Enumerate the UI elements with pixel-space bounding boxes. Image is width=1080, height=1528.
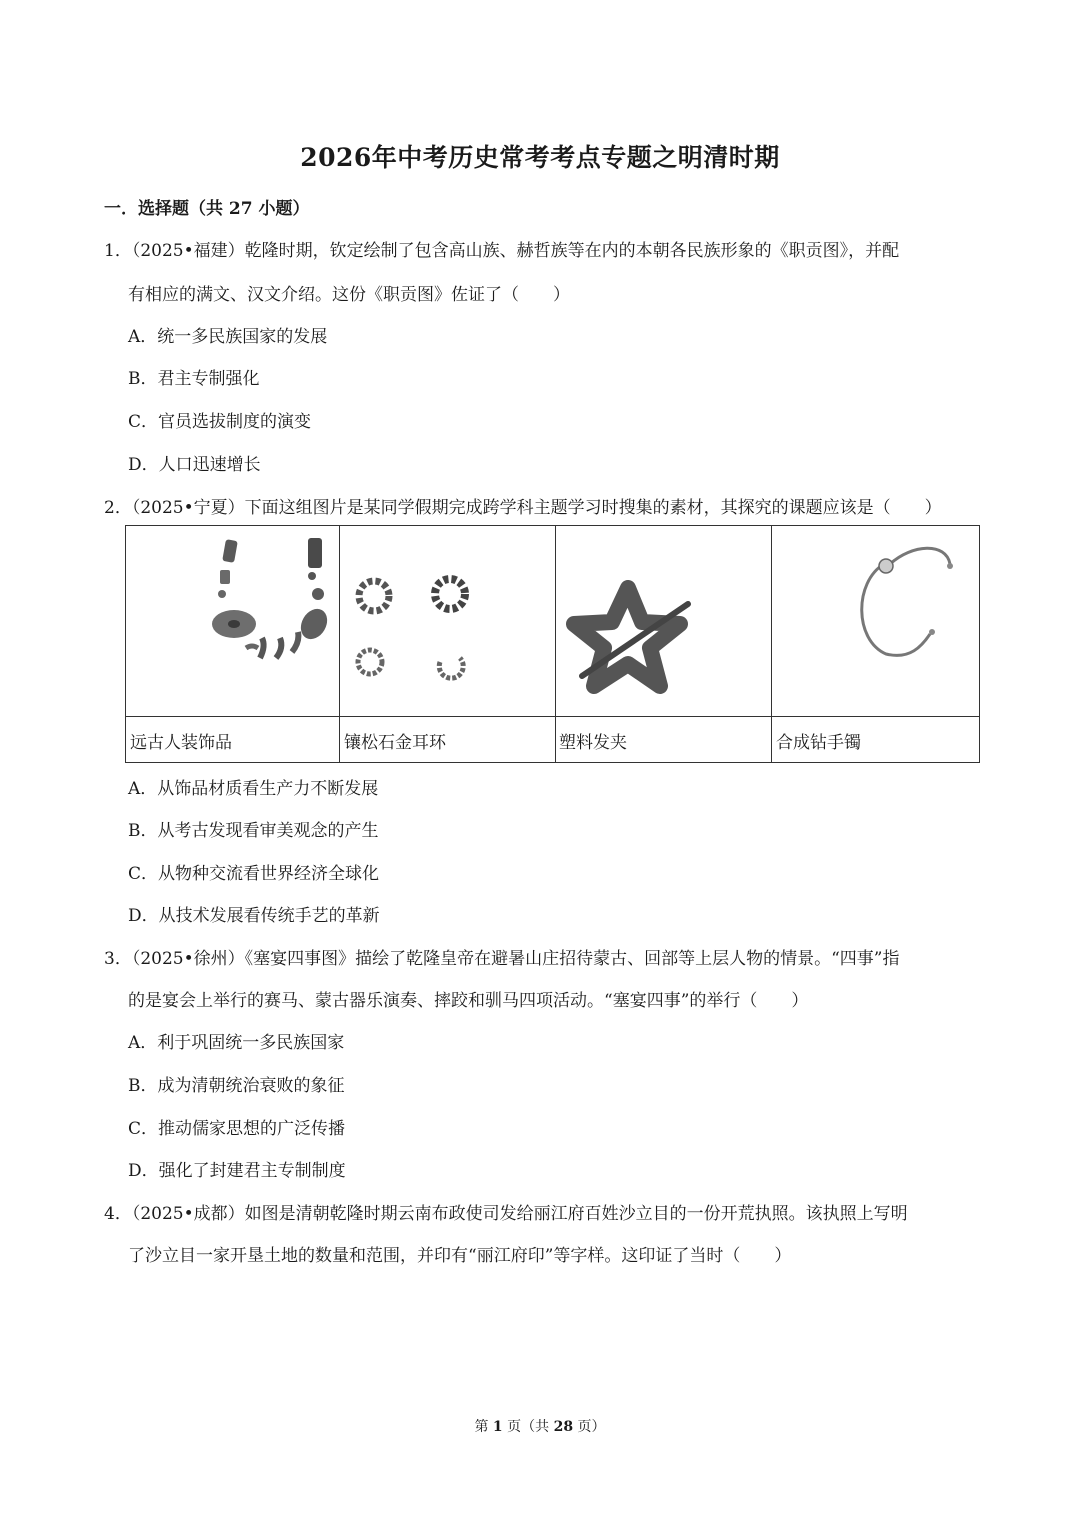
- document-title: 2026年中考历史常考考点专题之明清时期: [300, 143, 780, 172]
- question-4-line-1: 4．（2025•成都）如图是清朝乾隆时期云南布政使司发给丽江府百姓沙立目的一份开荒执照。该执照上写明: [104, 1204, 908, 1224]
- question-3-option-b: B．成为清朝统治衰败的象征: [128, 1076, 345, 1096]
- question-2-option-a: A．从饰品材质看生产力不断发展: [128, 779, 379, 799]
- table-caption-4: 合成钻手镯: [776, 733, 861, 753]
- question-3-option-d: D．强化了封建君主专制制度: [128, 1161, 346, 1181]
- question-1-line-1: 1．（2025•福建）乾隆时期，钦定绘制了包含高山族、赫哲族等在内的本朝各民族形象的《职贡图》，并配: [104, 241, 900, 261]
- question-2-option-b: B．从考古发现看审美观念的产生: [128, 821, 379, 841]
- section-heading: 一．选择题（共 27 小题）: [104, 199, 310, 219]
- table-caption-2: 镶松石金耳环: [344, 733, 446, 753]
- ancient-ornaments-image: [196, 536, 336, 666]
- turquoise-gold-earrings-image: [346, 566, 546, 686]
- question-1-option-a: A．统一多民族国家的发展: [128, 327, 328, 347]
- question-3-option-a: A．利于巩固统一多民族国家: [128, 1033, 345, 1053]
- question-1-option-b: B．君主专制强化: [128, 369, 260, 389]
- question-2-option-d: D．从技术发展看传统手艺的革新: [128, 906, 380, 926]
- question-4-line-2: 了沙立目一家开垦土地的数量和范围，并印有“丽江府印”等字样。这印证了当时（ ）: [128, 1246, 792, 1266]
- page-total: 28: [553, 1419, 574, 1435]
- question-2-line-1: 2．（2025•宁夏）下面这组图片是某同学假期完成跨学科主题学习时搜集的素材，其探究的课题应该是（ ）: [104, 498, 942, 518]
- table-caption-3: 塑料发夹: [559, 733, 627, 753]
- synthetic-diamond-bracelet-image: [850, 534, 960, 662]
- page-footer: 第 1 页（共 28 页）: [474, 1419, 606, 1435]
- question-1-option-c: C．官员选拔制度的演变: [128, 412, 312, 432]
- question-3-line-1: 3．（2025•徐州）《塞宴四事图》描绘了乾隆皇帝在避暑山庄招待蒙古、回部等上层人物的情景。“四事”指: [104, 949, 900, 969]
- page-number: 1: [492, 1419, 503, 1435]
- table-caption-1: 远古人装饰品: [130, 733, 232, 753]
- plastic-hairclip-image: [562, 580, 692, 700]
- question-2-option-c: C．从物种交流看世界经济全球化: [128, 864, 380, 884]
- question-1-line-2: 有相应的满文、汉文介绍。这份《职贡图》佐证了（ ）: [128, 285, 570, 305]
- question-3-option-c: C．推动儒家思想的广泛传播: [128, 1119, 346, 1139]
- image-table: [125, 525, 980, 763]
- question-3-line-2: 的是宴会上举行的赛马、蒙古器乐演奏、摔跤和驯马四项活动。“塞宴四事”的举行（ ）: [128, 991, 809, 1011]
- question-1-option-d: D．人口迅速增长: [128, 455, 261, 475]
